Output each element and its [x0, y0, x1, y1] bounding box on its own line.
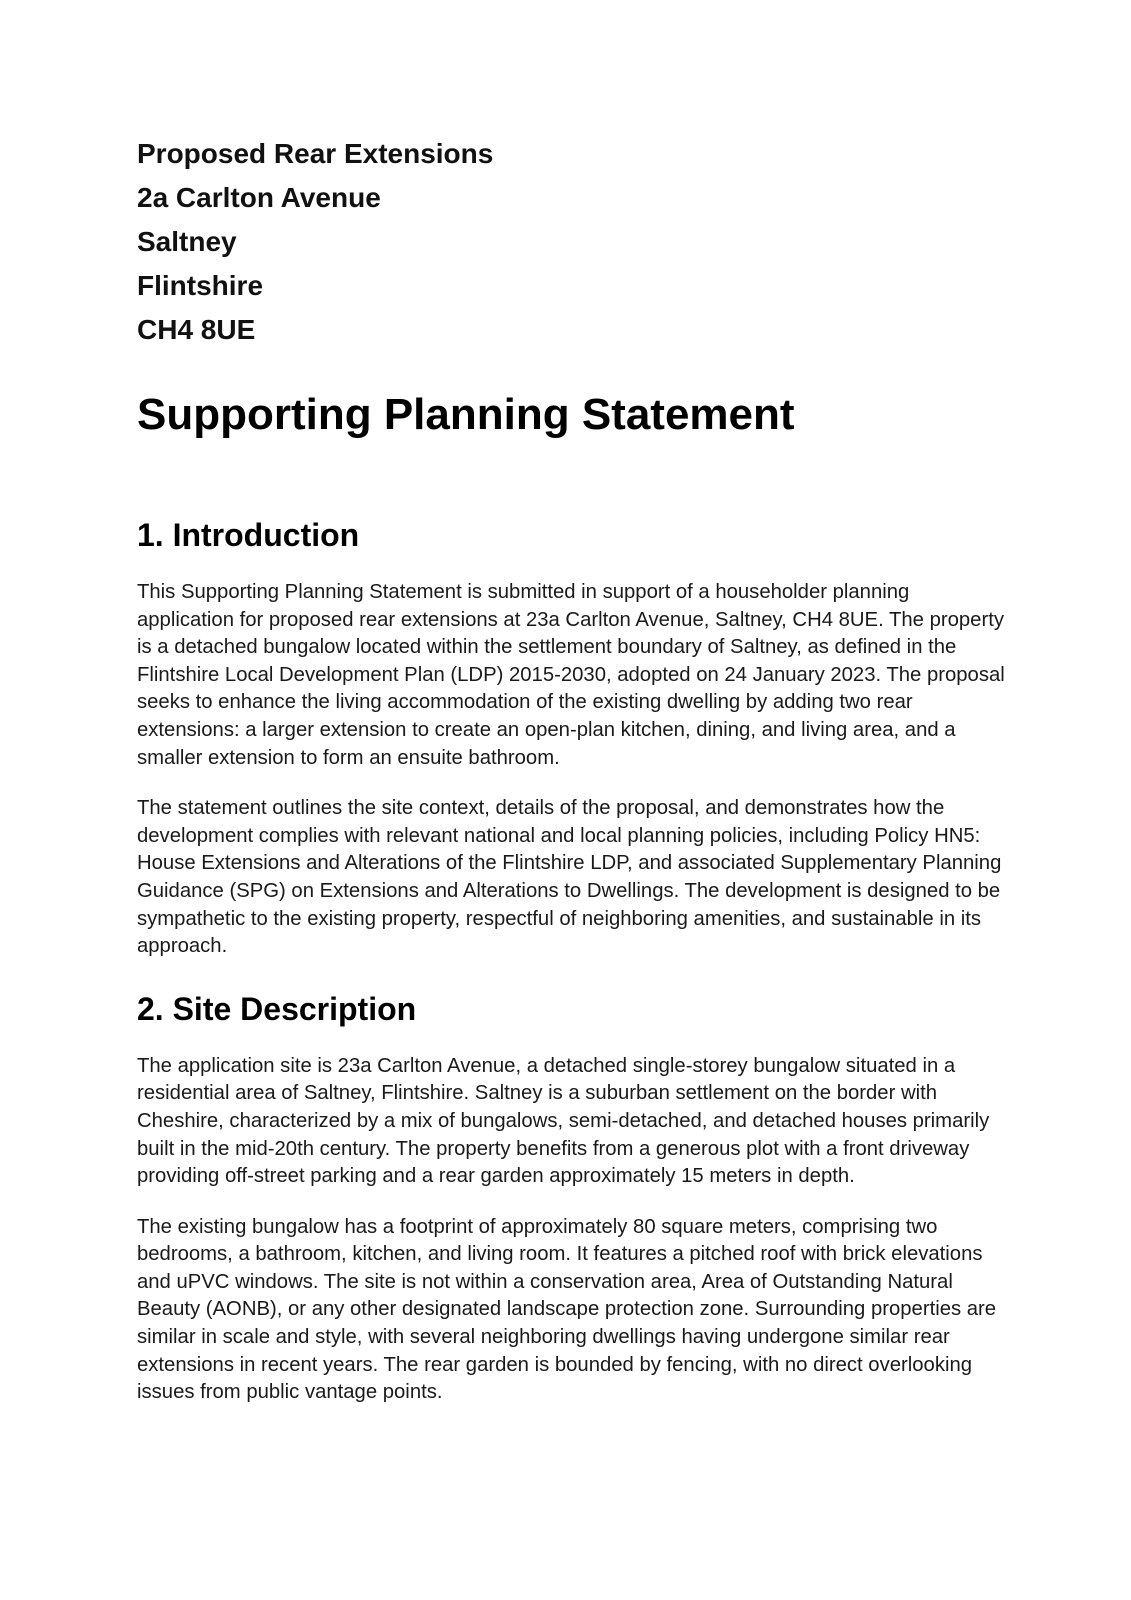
address-line-street: 2a Carlton Avenue [137, 182, 381, 213]
address-block [137, 132, 1007, 352]
site-description-paragraph-1: The application site is 23a Carlton Avenue, a detached single-storey bungalow situated in a residential area of Saltney, Flintshire. Saltney is a suburban settlement on the border with Cheshire, characterized by a mix of bungalows, semi-detached, and detached houses primarily built in the mid-20th century. The property benefits from a generous plot with a front driveway providing off-street parking and a rear garden approximately 15 meters in depth. [137, 1054, 990, 1188]
address-line-postcode: CH4 8UE [137, 314, 256, 345]
section-heading-site-description: 2. Site Description [137, 990, 417, 1027]
document-title: Supporting Planning Statement [137, 390, 795, 439]
section-heading-introduction: 1. Introduction [137, 517, 360, 553]
document-page [137, 132, 1007, 1407]
address-line-county: Flintshire [137, 270, 264, 301]
address-line-town: Saltney [137, 226, 237, 257]
address-line-project: Proposed Rear Extensions [137, 138, 494, 169]
introduction-paragraph-2: The statement outlines the site context, details of the proposal, and demonstrates how the development complies with relevant national and local planning policies, including Policy HN5: House Extensions and Alterations of the Flintshire LDP, and associated Supplementary Planning Guidance (SPG) on Extensions and Alterations to Dwellings. The development is designed to be sympathetic to the existing property, respectful of neighboring amenities, and sustainable in its approach. [137, 797, 1002, 958]
introduction-paragraph-1: This Supporting Planning Statement is submitted in support of a householder planning application for proposed rear extensions at 23a Carlton Avenue, Saltney, CH4 8UE. The property is a detached bungalow located within the settlement boundary of Saltney, as defined in the Flintshire Local Development Plan (LDP) 2015-2030, adopted on 24 January 2023. The proposal seeks to enhance the living accommodation of the existing dwelling by adding two rear extensions: a larger extension to create an open-plan kitchen, dining, and living area, and a smaller extension to form an ensuite bathroom. [137, 581, 1005, 769]
site-description-paragraph-2: The existing bungalow has a footprint of approximately 80 square meters, comprising two bedrooms, a bathroom, kitchen, and living room. It features a pitched roof with brick elevations and uPVC windows. The site is not within a conservation area, Area of Outstanding Natural Beauty (AONB), or any other designated landscape protection zone. Surrounding properties are similar in scale and style, with several neighboring dwellings having undergone similar rear extensions in recent years. The rear garden is bounded by fencing, with no direct overlooking issues from public vantage points. [137, 1215, 997, 1404]
